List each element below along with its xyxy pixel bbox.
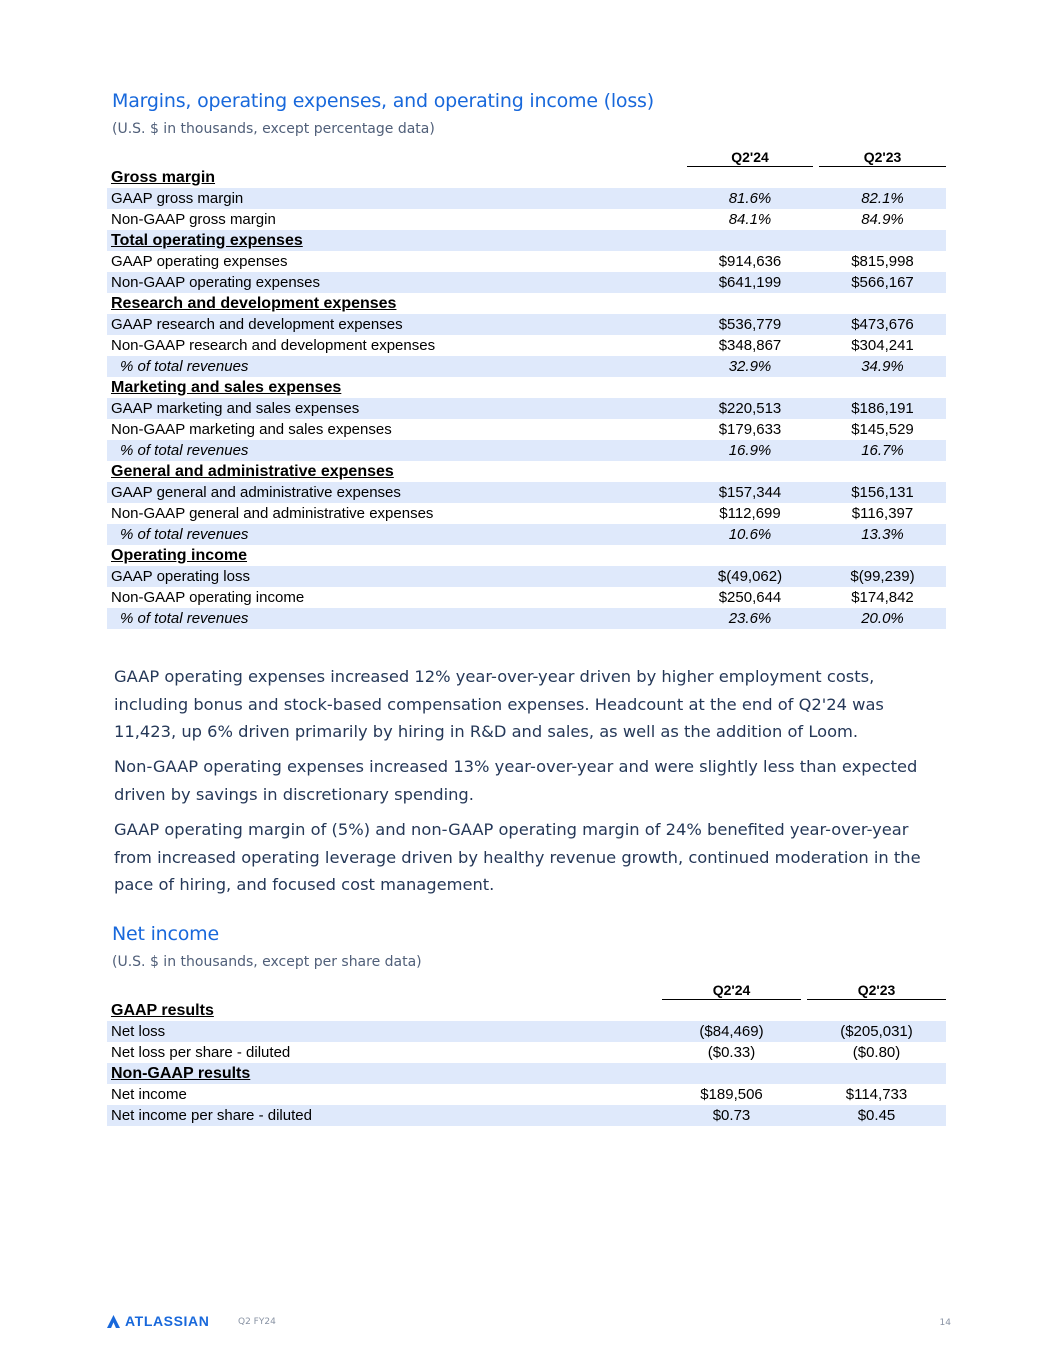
table-row [107, 503, 946, 524]
row-label: Non-GAAP operating expenses [107, 272, 687, 293]
value-q2-23: $186,191 [819, 398, 946, 419]
table-row [107, 272, 946, 293]
value-q2-24: $112,699 [719, 505, 781, 522]
value-q2-23: ($0.80) [852, 1044, 901, 1061]
value-q2-23: $0.45 [807, 1105, 946, 1126]
row-label: Research and development expenses [111, 295, 397, 312]
row-label: Total operating expenses [107, 230, 687, 251]
value-q2-24: 23.6% [687, 608, 813, 629]
value-q2-24: $348,867 [718, 337, 782, 354]
value-q2-24: 32.9% [687, 356, 813, 377]
section-header-row [107, 1063, 946, 1084]
row-label: GAAP research and development expenses [107, 314, 687, 335]
row-label: Non-GAAP operating income [111, 589, 305, 606]
table-row [107, 587, 946, 608]
column-header-q2-23: Q2'23 [819, 148, 946, 167]
value-q2-24: 84.1% [728, 211, 772, 228]
percentage-row [107, 524, 946, 545]
row-label: Operating income [111, 547, 248, 564]
value-q2-24: 16.9% [687, 440, 813, 461]
table-row [107, 398, 946, 419]
row-label: Non-GAAP research and development expenses [111, 337, 436, 354]
atlassian-logo [107, 1313, 209, 1329]
value-q2-23: ($205,031) [807, 1021, 946, 1042]
value-q2-23: 82.1% [819, 188, 946, 209]
value-q2-23: $116,397 [851, 505, 914, 522]
row-label: Net income per share - diluted [107, 1105, 662, 1126]
row-label: GAAP results [111, 1002, 214, 1019]
brand-name: ATLASSIAN [125, 1313, 210, 1329]
value-q2-23: 13.3% [819, 524, 946, 545]
value-q2-24: $641,199 [687, 272, 813, 293]
net-income-section-subtitle: (U.S. $ in thousands, except per share data) [112, 954, 422, 970]
commentary-paragraph: GAAP operating margin of (5%) and non-GAAP operating margin of 24% benefited year-over-year from increased operating leverage driven by healthy revenue growth, continued moderation in the pace of hiring, and focused cost management. [114, 820, 921, 894]
value-q2-24: ($0.33) [707, 1044, 756, 1061]
commentary-paragraph: GAAP operating expenses increased 12% year-over-year driven by higher employment costs, including bonus and stock-based compensation expenses. Headcount at the end of Q2'24 was 11,423, up 6% driven primarily by hiring in R&D and sales, as well as the addition of Loom. [114, 667, 884, 741]
table-header-row [107, 980, 946, 1000]
value-q2-24: 10.6% [687, 524, 813, 545]
row-label: GAAP gross margin [107, 188, 687, 209]
table-row [107, 209, 946, 230]
column-header-q2-24: Q2'24 [662, 981, 801, 1000]
value-q2-23: 34.9% [819, 356, 946, 377]
net-income-section-title: Net income [112, 923, 219, 945]
value-q2-24: $189,506 [700, 1086, 763, 1103]
table-row [107, 1021, 946, 1042]
row-label: GAAP general and administrative expenses [107, 482, 687, 503]
value-q2-23 [819, 230, 946, 251]
table-row [107, 1084, 946, 1105]
section-header-row [107, 461, 946, 482]
percentage-row [107, 440, 946, 461]
commentary-paragraph: Non-GAAP operating expenses increased 13% year-over-year and were slightly less than expected driven by savings in discretionary spending. [114, 757, 918, 804]
value-q2-23 [807, 1063, 946, 1084]
value-q2-24: $250,644 [718, 589, 782, 606]
column-header-q2-23: Q2'23 [807, 981, 946, 1000]
value-q2-23: $114,733 [845, 1086, 908, 1103]
row-label: GAAP operating expenses [111, 253, 288, 270]
row-label: Marketing and sales expenses [111, 379, 342, 396]
section-header-row [107, 1000, 946, 1021]
value-q2-24: $(49,062) [687, 566, 813, 587]
value-q2-23: $145,529 [851, 421, 914, 438]
section-header-row [107, 167, 946, 188]
row-label: GAAP marketing and sales expenses [107, 398, 687, 419]
value-q2-23: 16.7% [819, 440, 946, 461]
value-q2-24: ($84,469) [662, 1021, 801, 1042]
table-row [107, 188, 946, 209]
value-q2-23: $156,131 [819, 482, 946, 503]
table-row [107, 419, 946, 440]
value-q2-23: $815,998 [851, 253, 914, 270]
percentage-row [107, 356, 946, 377]
row-label: Non-GAAP results [107, 1063, 662, 1084]
row-label: Net loss per share - diluted [111, 1044, 291, 1061]
row-label: Non-GAAP gross margin [111, 211, 276, 228]
row-label: Net loss [107, 1021, 662, 1042]
table-row [107, 314, 946, 335]
value-q2-24 [662, 1063, 801, 1084]
section-header-row [107, 230, 946, 251]
value-q2-23: $566,167 [819, 272, 946, 293]
value-q2-24 [687, 167, 813, 188]
table-row [107, 335, 946, 356]
margins-section-subtitle: (U.S. $ in thousands, except percentage data) [112, 121, 435, 137]
row-label: Non-GAAP general and administrative expenses [111, 505, 434, 522]
value-q2-23 [807, 1000, 946, 1021]
row-label: % of total revenues [107, 440, 687, 461]
table-row [107, 1105, 946, 1126]
value-q2-23 [819, 377, 946, 398]
table-row [107, 1042, 946, 1063]
section-header-row [107, 377, 946, 398]
table-row [107, 566, 946, 587]
row-label: GAAP operating loss [107, 566, 687, 587]
value-q2-23: $(99,239) [819, 566, 946, 587]
value-q2-23: $473,676 [819, 314, 946, 335]
row-label: % of total revenues [107, 524, 687, 545]
atlassian-mark-icon [107, 1315, 120, 1328]
column-header-q2-24: Q2'24 [687, 148, 813, 167]
table-header-row [107, 147, 946, 167]
value-q2-24 [687, 377, 813, 398]
section-header-row [107, 545, 946, 566]
row-label: Non-GAAP marketing and sales expenses [111, 421, 392, 438]
value-q2-23 [819, 545, 946, 566]
value-q2-23 [819, 461, 946, 482]
value-q2-24: $536,779 [687, 314, 813, 335]
value-q2-23 [819, 293, 946, 314]
row-label: Net income [111, 1086, 187, 1103]
value-q2-24: $179,633 [718, 421, 782, 438]
table-row [107, 482, 946, 503]
value-q2-24 [687, 230, 813, 251]
value-q2-24: $157,344 [687, 482, 813, 503]
row-label: % of total revenues [107, 356, 687, 377]
value-q2-24 [687, 545, 813, 566]
value-q2-24 [687, 293, 813, 314]
value-q2-24: 81.6% [687, 188, 813, 209]
value-q2-24 [662, 1000, 801, 1021]
value-q2-24: $220,513 [687, 398, 813, 419]
row-label: % of total revenues [107, 608, 687, 629]
value-q2-24: $0.73 [662, 1105, 801, 1126]
section-header-row [107, 293, 946, 314]
table-row [107, 251, 946, 272]
value-q2-23 [819, 167, 946, 188]
value-q2-23: 20.0% [819, 608, 946, 629]
page-number: 14 [939, 1318, 951, 1328]
value-q2-23: 84.9% [861, 211, 904, 228]
value-q2-24 [687, 461, 813, 482]
row-label: General and administrative expenses [111, 463, 394, 480]
value-q2-24: $914,636 [718, 253, 782, 270]
margins-table [107, 147, 946, 629]
net-income-table [107, 980, 946, 1126]
margins-section-title: Margins, operating expenses, and operating income (loss) [112, 90, 654, 112]
percentage-row [107, 608, 946, 629]
value-q2-23: $174,842 [851, 589, 914, 606]
value-q2-23: $304,241 [851, 337, 914, 354]
row-label: Gross margin [111, 169, 216, 186]
footer-period: Q2 FY24 [238, 1317, 276, 1327]
